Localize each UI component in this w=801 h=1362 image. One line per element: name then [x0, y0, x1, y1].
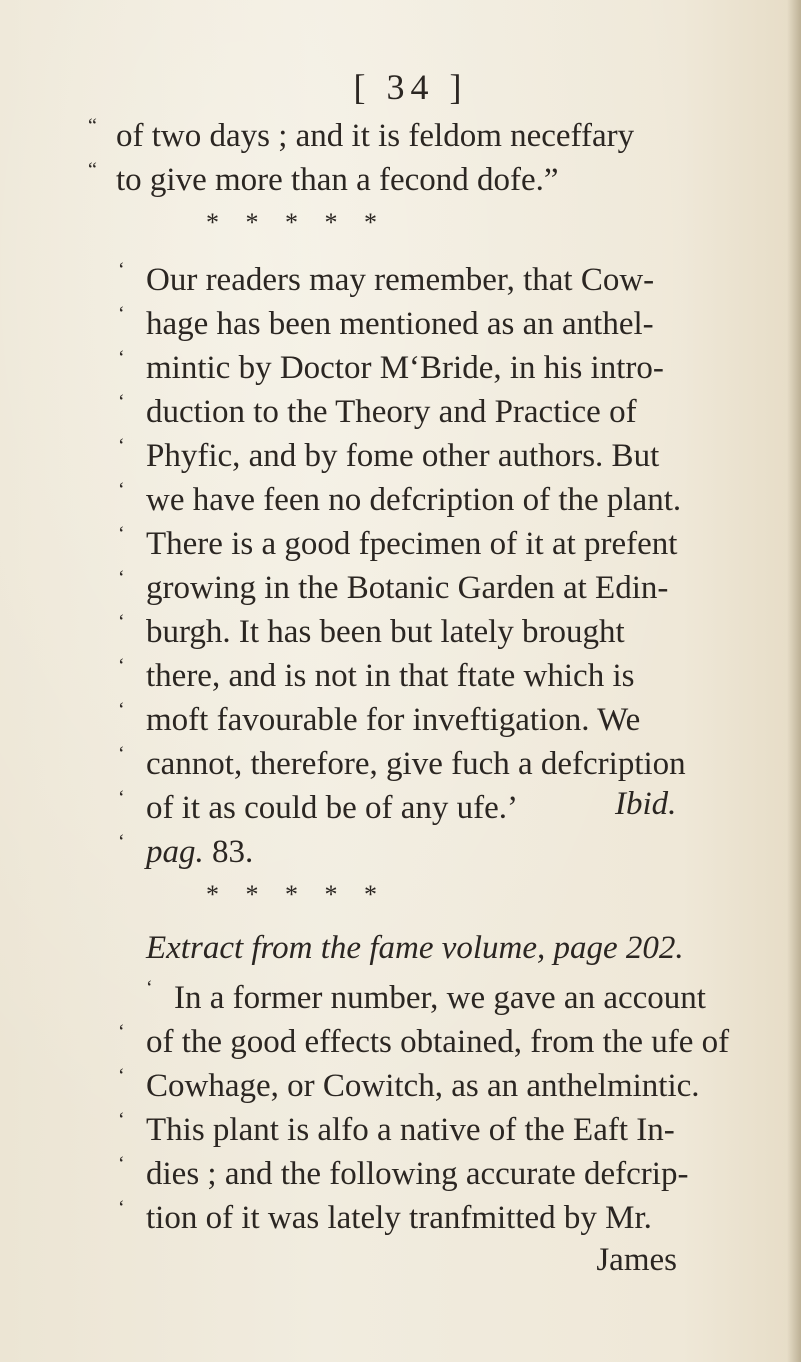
text-line — [118, 480, 681, 517]
quote-mark: ‘ — [118, 1021, 125, 1043]
page-reference-label: pag. — [146, 834, 204, 870]
quote-mark: “ — [88, 115, 97, 137]
line-text: of it as could be of any ufe.’ — [146, 790, 519, 826]
line-text: tion of it was lately tranfmitted by Mr. — [146, 1200, 652, 1236]
text-line — [118, 744, 686, 781]
quote-mark: ‘ — [118, 1197, 125, 1219]
text-line — [118, 788, 518, 825]
quote-mark: ‘ — [146, 977, 153, 999]
section-divider-stars: * * * * * — [206, 208, 377, 237]
text-line — [118, 436, 659, 473]
text-line — [118, 304, 654, 341]
quote-mark: ‘ — [118, 479, 125, 501]
text-line — [118, 832, 253, 869]
text-line — [118, 1198, 652, 1235]
text-line — [118, 1066, 700, 1103]
text-line — [118, 656, 634, 693]
text-line — [146, 978, 706, 1015]
line-text: of the good effects obtained, from the ufe of — [146, 1024, 730, 1060]
text-line — [118, 348, 664, 385]
quote-mark: ‘ — [118, 391, 125, 413]
text-line — [118, 612, 625, 649]
line-text: Phyfic, and by fome other authors. But — [146, 438, 660, 474]
quote-mark: ‘ — [118, 611, 125, 633]
line-text: to give more than a fecond dofe.” — [116, 162, 559, 198]
text-line — [118, 1154, 688, 1191]
quote-mark: ‘ — [118, 743, 125, 765]
quote-mark: ‘ — [118, 1065, 125, 1087]
line-text: Cowhage, or Cowitch, as an anthelmintic. — [146, 1068, 700, 1104]
line-text: In a former number, we gave an account — [174, 980, 706, 1016]
line-text: we have feen no defcription of the plant. — [146, 482, 682, 518]
line-text: mintic by Doctor M‘Bride, in his intro- — [146, 350, 664, 386]
line-text: of two days ; and it is feldom neceffary — [116, 118, 635, 154]
quote-mark: ‘ — [118, 303, 125, 325]
extract-heading: Extract from the fame volume, page 202. — [146, 930, 684, 966]
quote-mark: ‘ — [118, 655, 125, 677]
line-text: Our readers may remember, that Cow- — [146, 262, 655, 298]
quote-mark: ‘ — [118, 831, 125, 853]
text-line — [88, 116, 634, 153]
text-line — [118, 568, 668, 605]
quote-mark: ‘ — [118, 347, 125, 369]
page-reference-number: 83. — [212, 834, 254, 870]
text-line — [118, 524, 677, 561]
catchword: James — [596, 1242, 677, 1278]
quote-mark: ‘ — [118, 1153, 125, 1175]
text-line — [118, 1022, 729, 1059]
quote-mark: ‘ — [118, 567, 125, 589]
quote-mark: ‘ — [118, 787, 125, 809]
text-line — [88, 160, 559, 197]
quote-mark: ‘ — [118, 435, 125, 457]
line-text: moft favourable for inveftigation. We — [146, 702, 641, 738]
quote-mark: ‘ — [118, 699, 125, 721]
line-text: burgh. It has been but lately brought — [146, 614, 625, 650]
line-text: There is a good fpecimen of it at prefent — [146, 526, 678, 562]
line-text: dies ; and the following accurate defcrip- — [146, 1156, 689, 1192]
page-edge-shadow — [787, 0, 801, 1362]
quote-mark: ‘ — [118, 259, 125, 281]
section-divider-stars: * * * * * — [206, 880, 377, 909]
text-line — [118, 700, 640, 737]
quote-mark: “ — [88, 159, 97, 181]
text-line — [118, 392, 637, 429]
page-header: [ 34 ] — [353, 67, 468, 107]
line-text: This plant is alfo a native of the Eaft In- — [146, 1112, 675, 1148]
line-text: hage has been mentioned as an anthel- — [146, 306, 654, 342]
line-text: duction to the Theory and Practice of — [146, 394, 637, 430]
line-text: cannot, therefore, give fuch a defcription — [146, 746, 686, 782]
text-line — [118, 1110, 675, 1147]
quote-mark: ‘ — [118, 1109, 125, 1131]
line-text: growing in the Botanic Garden at Edin- — [146, 570, 669, 606]
text-line — [118, 260, 654, 297]
line-text: there, and is not in that ftate which is — [146, 658, 635, 694]
ibid-reference: Ibid. — [615, 786, 677, 822]
quote-mark: ‘ — [118, 523, 125, 545]
